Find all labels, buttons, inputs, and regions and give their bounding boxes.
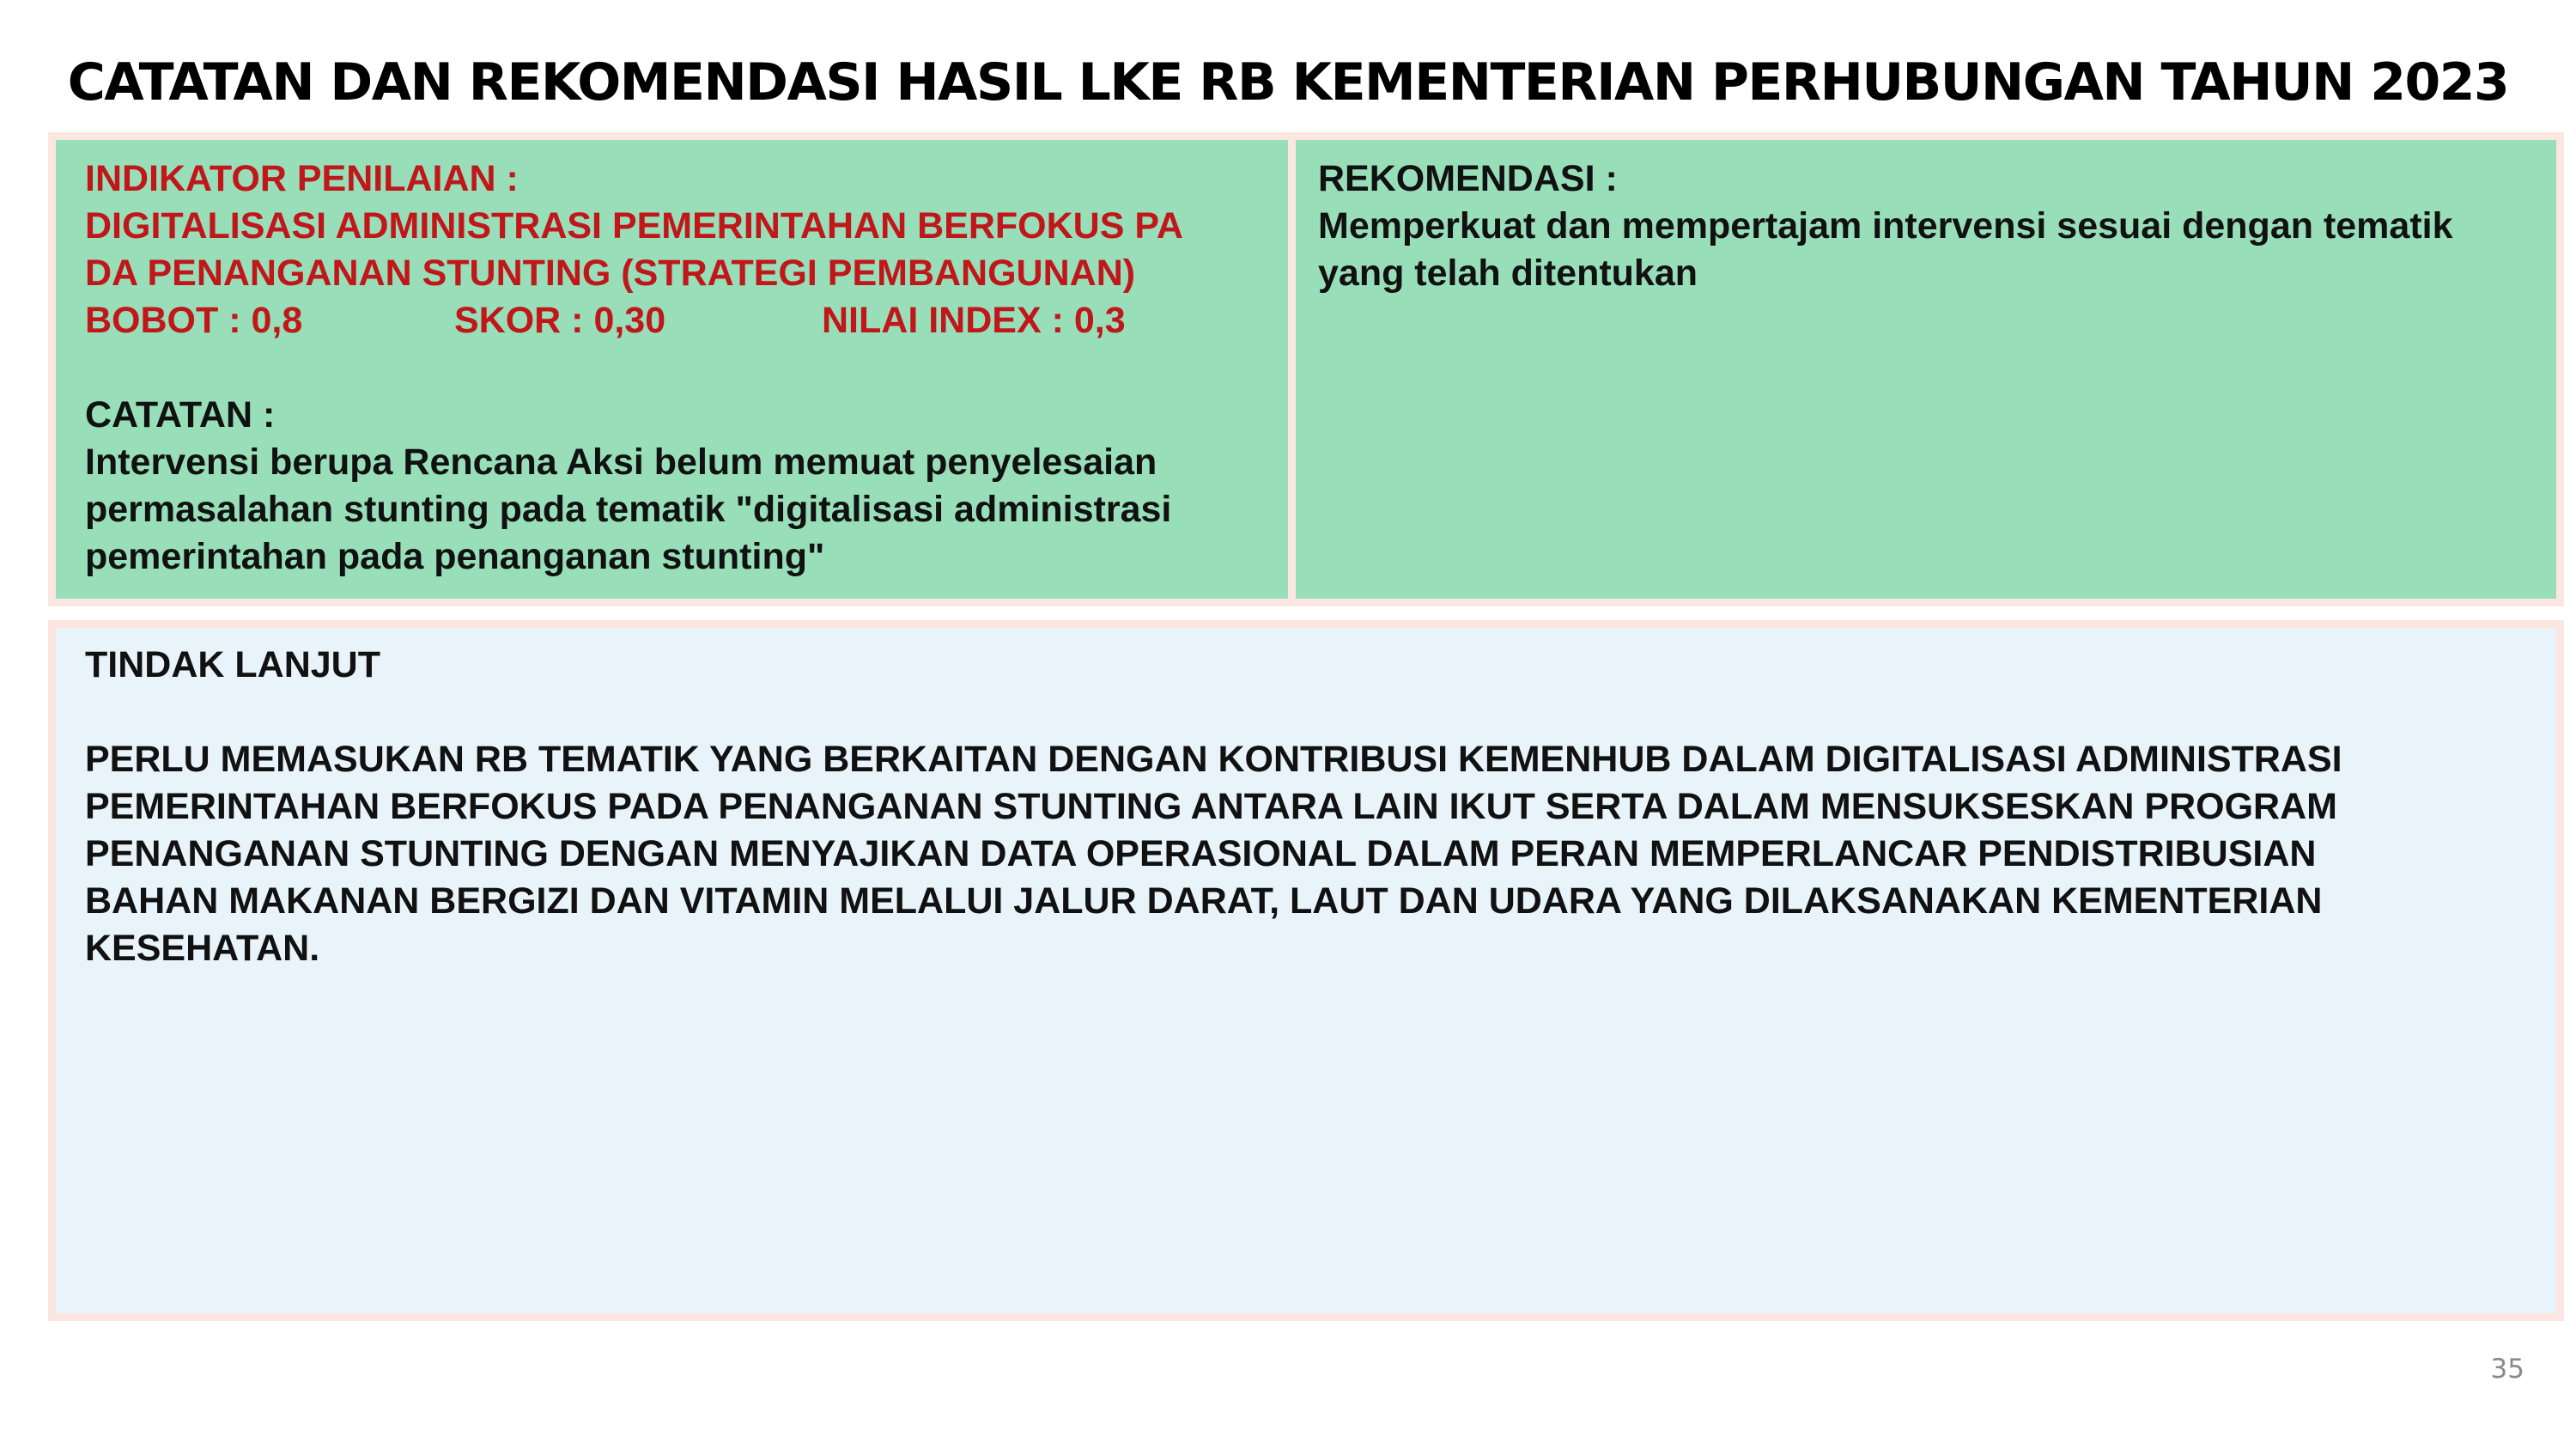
spacer: [85, 344, 1183, 392]
tindak-lanjut-line: KESEHATAN.: [85, 928, 320, 969]
rekomendasi-line: yang telah ditentukan: [1318, 253, 1698, 294]
page-number: 35: [2490, 1354, 2524, 1385]
indikator-line: DIGITALISASI ADMINISTRASI PEMERINTAHAN BERFOKUS PA: [85, 205, 1183, 247]
skor-value: SKOR : 0,30: [454, 300, 666, 341]
nilai-index-value: NILAI INDEX : 0,3: [822, 300, 1126, 341]
catatan-line: Intervensi berupa Rencana Aksi belum memuat penyelesaian: [85, 441, 1157, 483]
tindak-lanjut-heading: TINDAK LANJUT: [85, 644, 380, 685]
catatan-line: pemerintahan pada penanganan stunting": [85, 536, 825, 577]
indikator-line: DA PENANGANAN STUNTING (STRATEGI PEMBANGUNAN): [85, 253, 1136, 294]
bobot-value: BOBOT : 0,8: [85, 300, 303, 341]
rekomendasi-panel: [1288, 132, 2564, 606]
indikator-heading: INDIKATOR PENILAIAN :: [85, 158, 519, 199]
catatan-line: permasalahan stunting pada tematik "digitalisasi administrasi: [85, 489, 1172, 530]
tindak-lanjut-line: BAHAN MAKANAN BERGIZI DAN VITAMIN MELALUI JALUR DARAT, LAUT DAN UDARA YANG DILAKSANAKAN KEMENTERIAN: [85, 880, 2323, 922]
rekomendasi-line: Memperkuat dan mempertajam intervensi sesuai dengan tematik: [1318, 205, 2453, 247]
rekomendasi-heading: REKOMENDASI :: [1318, 158, 1618, 199]
tindak-lanjut-content: [85, 642, 2342, 972]
spacer: [85, 689, 2342, 736]
rekomendasi-content: [1318, 155, 2453, 297]
indikator-content: [85, 155, 1183, 581]
slide-title: CATATAN DAN REKOMENDASI HASIL LKE RB KEMENTERIAN PERHUBUNGAN TAHUN 2023: [67, 52, 2509, 113]
tindak-lanjut-line: PEMERINTAHAN BERFOKUS PADA PENANGANAN STUNTING ANTARA LAIN IKUT SERTA DALAM MENSUKSESKAN PROGRAM: [85, 786, 2337, 827]
indikator-panel: [48, 132, 1297, 606]
tindak-lanjut-line: PERLU MEMASUKAN RB TEMATIK YANG BERKAITAN DENGAN KONTRIBUSI KEMENHUB DALAM DIGITALISASI ADMINISTRASI: [85, 739, 2342, 780]
tindak-lanjut-line: PENANGANAN STUNTING DENGAN MENYAJIKAN DATA OPERASIONAL DALAM PERAN MEMPERLANCAR PENDISTRIBUSIAN: [85, 833, 2317, 874]
score-row: [85, 297, 1183, 344]
catatan-heading: CATATAN :: [85, 394, 276, 435]
tindak-lanjut-panel: [48, 620, 2564, 1321]
